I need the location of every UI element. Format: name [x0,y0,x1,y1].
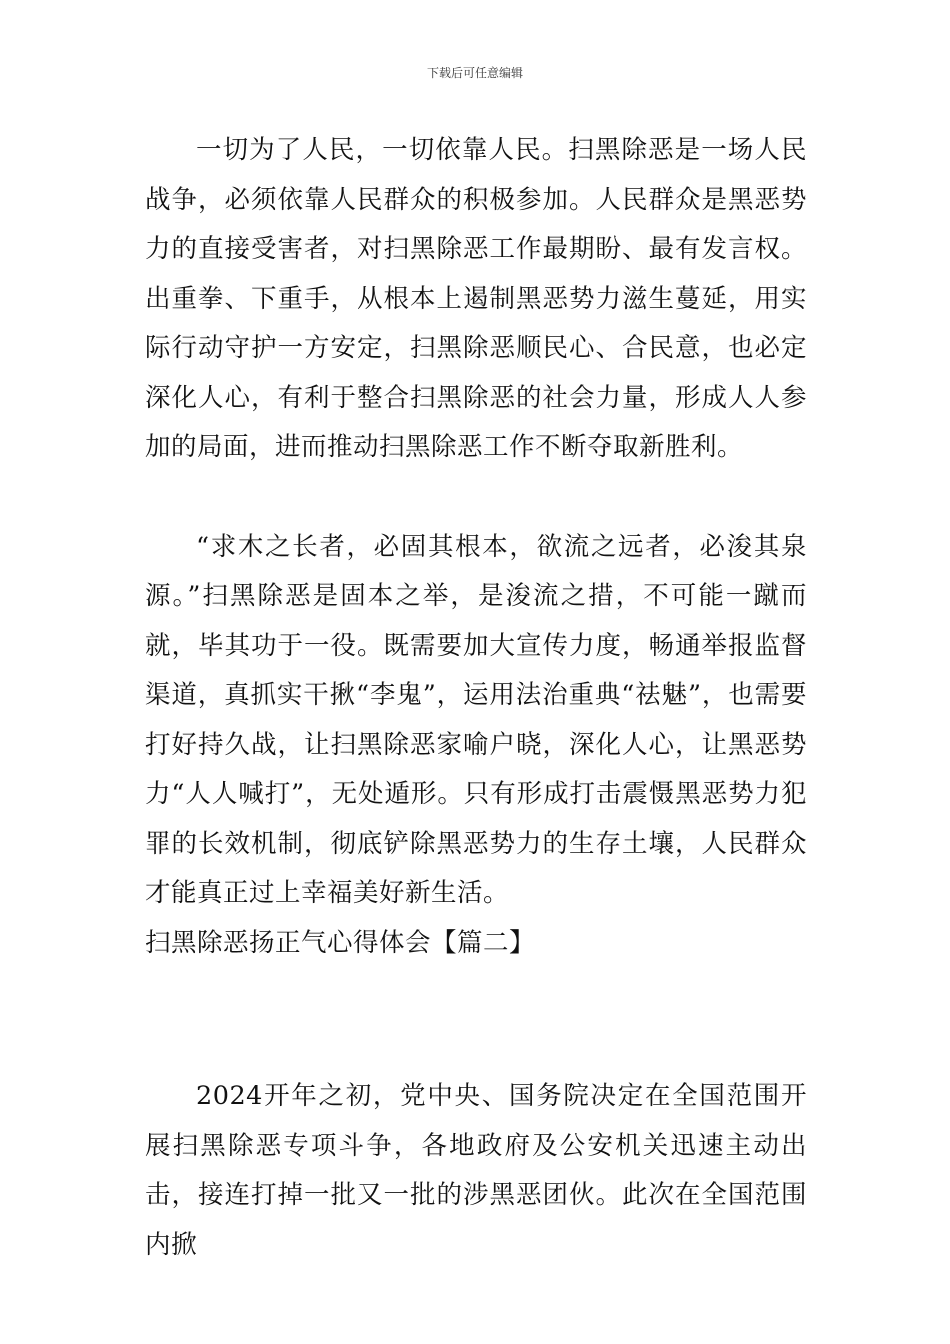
section-spacer [145,968,807,1072]
paragraph-2: “求木之长者，必固其根本，欲流之远者，必浚其泉源。”扫黑除恶是固本之举，是浚流之措，不可能一蹴而就，毕其功于一役。既需要加大宣传力度，畅通举报监督渠道，真抓实干揪“李鬼”，运用法治重典“祛魅”，也需要打好持久战，让扫黑除恶家喻户晓，深化人心，让黑恶势力“人人喊打”，无处遁形。只有形成打击震慑黑恶势力犯罪的长效机制，彻底铲除黑恶势力的生存土壤，人民群众才能真正过上幸福美好新生活。 [145,531,807,908]
page-header: 下载后可任意编辑 [426,66,523,80]
paragraph-spacer [145,473,807,523]
section-heading: 扫黑除恶扬正气心得体会【篇二】 [145,927,536,958]
paragraph-3: 2024开年之初，党中央、国务院决定在全国范围开展扫黑除恶专项斗争，各地政府及公安机关迅速主动出击，接连打掉一批又一批的涉黑恶团伙。此次在全国范围内掀 [145,1081,807,1260]
document-body [145,126,807,1270]
paragraph-1: 一切为了人民，一切依靠人民。扫黑除恶是一场人民战争，必须依靠人民群众的积极参加。人民群众是黑恶势力的直接受害者，对扫黑除恶工作最期盼、最有发言权。出重拳、下重手，从根本上遏制黑恶势力滋生蔓延，用实际行动守护一方安定，扫黑除恶顺民心、合民意，也必定深化人心，有利于整合扫黑除恶的社会力量，形成人人参加的局面，进而推动扫黑除恶工作不断夺取新胜利。 [145,135,807,462]
